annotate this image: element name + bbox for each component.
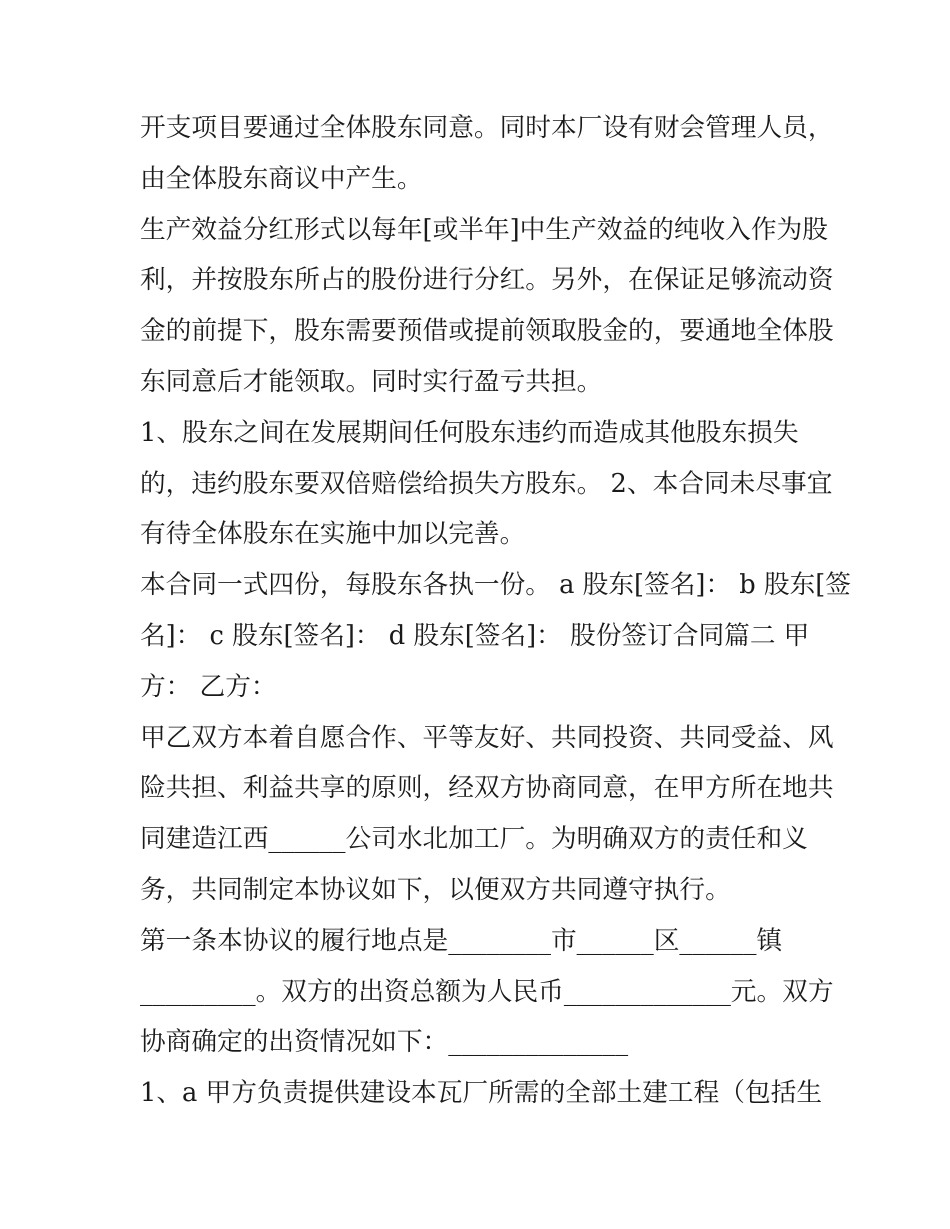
text-line: 的，违约股东要双倍赔偿给损失方股东。 2、本合同未尽事宜 [140,468,833,499]
text-line: 由全体股东商议中产生。 [140,163,423,194]
text-line: 1、a 甲方负责提供建设本瓦厂所需的全部土建工程（包括生 [140,1078,823,1109]
text-line: 名]： c 股东[签名]： d 股东[签名]： 股份签订合同篇二 甲 [140,620,810,651]
text-line: 协商确定的出资情况如下：______________ [140,1027,629,1058]
text-line: 第一条本协议的履行地点是________市______区______镇 [140,925,783,956]
text-line: 务，共同制定本协议如下，以便双方共同遵守执行。 [140,874,731,905]
text-line: 生产效益分红形式以每年[或半年]中生产效益的纯收入作为股 [140,214,828,245]
text-line: 本合同一式四份，每股东各执一份。 a 股东[签名]： b 股东[签 [140,570,851,601]
text-line: 方： 乙方： [140,671,277,702]
text-line: 有待全体股东在实施中加以完善。 [140,519,526,550]
text-line: 金的前提下，股东需要预借或提前领取股金的，要通地全体股 [140,316,834,347]
text-line: 险共担、利益共享的原则，经双方协商同意，在甲方所在地共 [140,773,834,804]
document-page [140,103,851,1119]
text-line: _________。双方的出资总额为人民币_____________元。双方 [140,976,834,1007]
text-line: 同建造江西______公司水北加工厂。为明确双方的责任和义 [140,824,808,855]
text-line: 甲乙双方本着自愿合作、平等友好、共同投资、共同受益、风 [140,722,834,753]
text-line: 1、股东之间在发展期间任何股东违约而造成其他股东损失 [140,417,799,448]
text-line: 东同意后才能领取。同时实行盈亏共担。 [140,366,603,397]
text-line: 利，并按股东所占的股份进行分红。另外，在保证足够流动资 [140,265,834,296]
text-line: 开支项目要通过全体股东同意。同时本厂设有财会管理人员， [140,113,834,143]
